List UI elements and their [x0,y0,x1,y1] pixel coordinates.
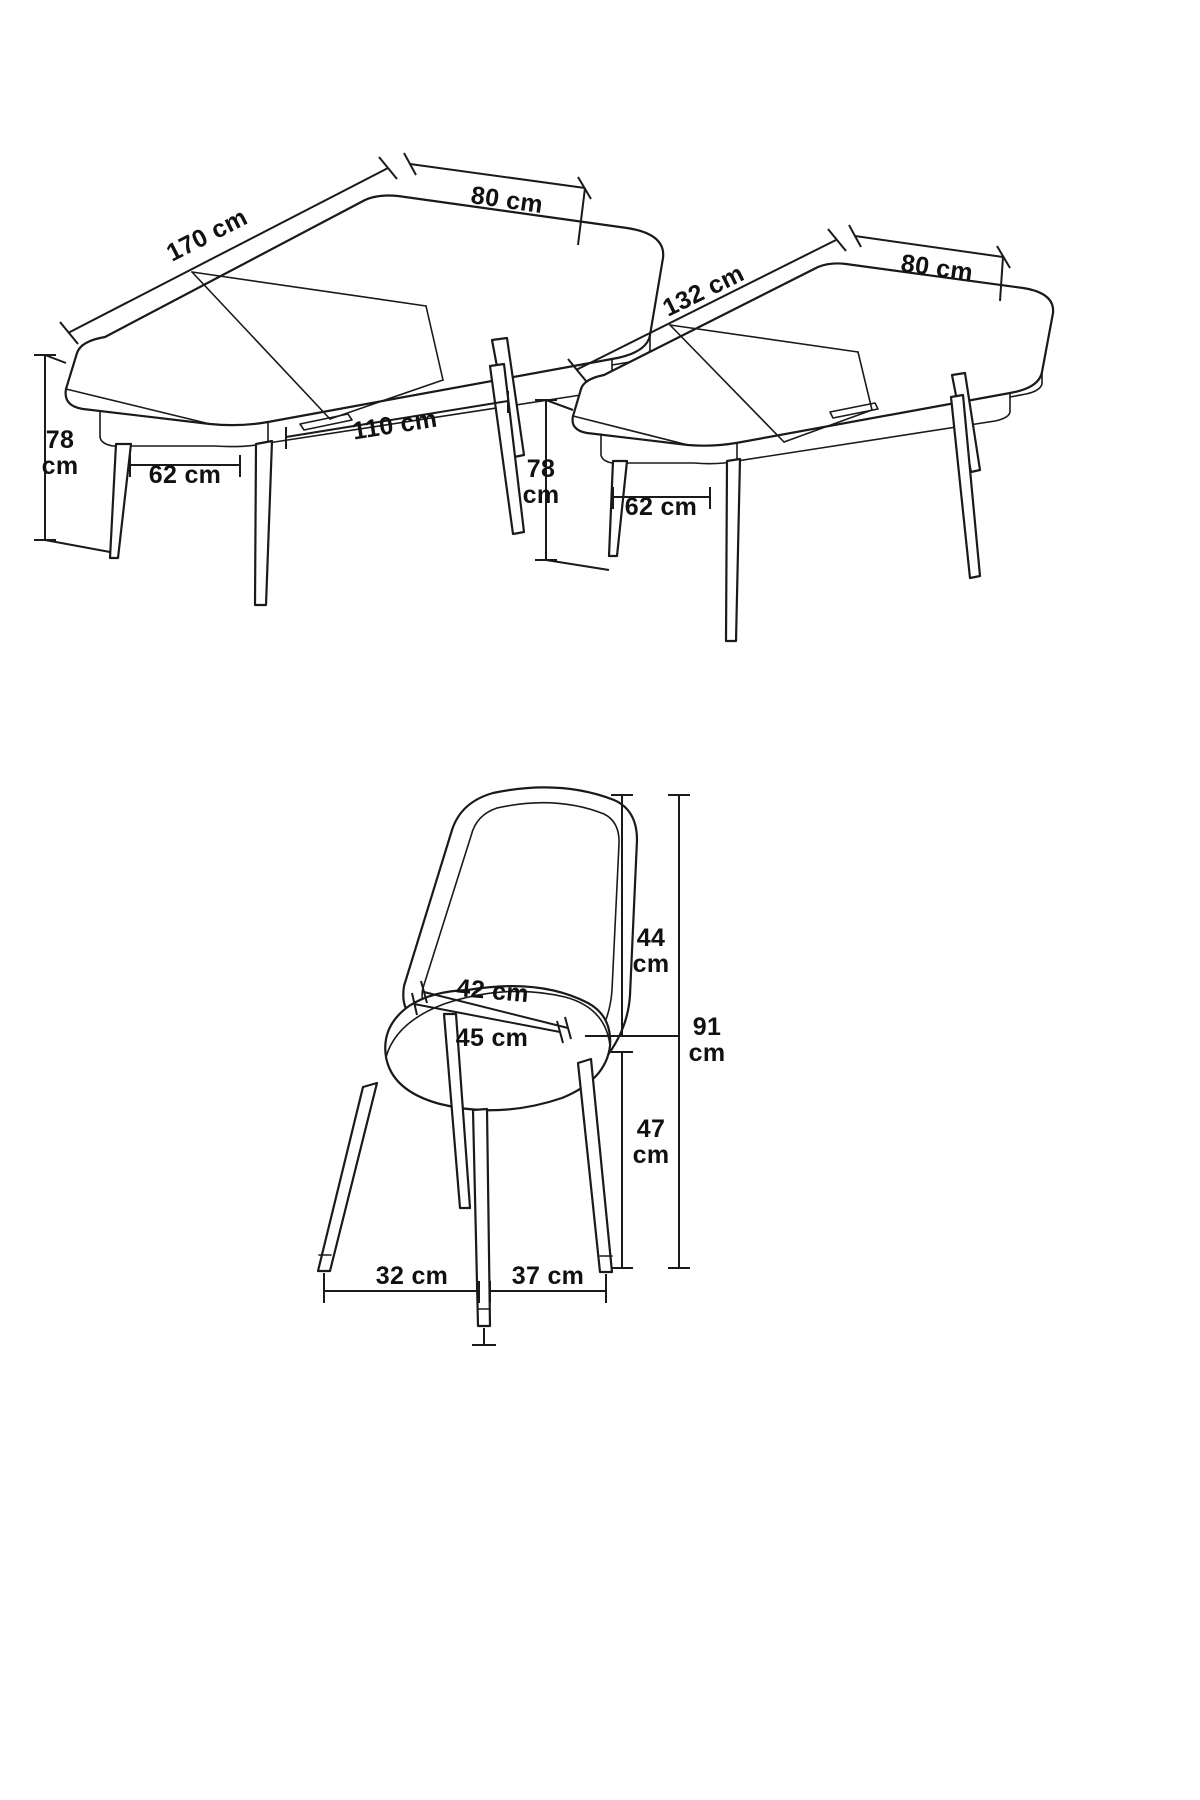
dim-label-45cm: 45 cm [455,1024,529,1052]
dim-chair-leg-span-side [490,1262,606,1303]
dim-table-extended-leg-span [130,455,240,489]
figure-table-extended [34,153,663,605]
dim-label-47cm-line1: 47 [636,1115,666,1143]
dim-label-44cm-line2: cm [632,950,670,978]
dim-label-170cm: 170 cm [162,203,252,268]
chair-leg-front-left [318,1083,377,1271]
dim-chair-total-height [668,795,725,1268]
dim-label-78cm-line2: cm [41,452,79,480]
dim-label-110cm: 110 cm [350,404,440,446]
dim-label-62cm: 62 cm [148,461,222,489]
table-extended-leg-front-right [255,441,272,605]
dim-label-78cm-line1: 78 [45,426,75,454]
dim-label-32cm: 32 cm [375,1262,449,1290]
chair-leg-back-right [578,1059,612,1272]
dim-chair-seat-height [611,1052,669,1268]
dim-label-44cm-line1: 44 [636,924,666,952]
dim-table-closed-leg-span [613,487,710,521]
dim-label-42cm: 42 cm [455,973,530,1009]
dim-label-37cm: 37 cm [511,1262,585,1290]
dim-label-132cm: 132 cm [658,259,749,323]
figure-chair [318,787,725,1345]
dim-chair-leg-span-front [324,1262,479,1303]
dim-label-80cm-closed: 80 cm [899,249,975,288]
dim-label-78cm-closed-line2: cm [522,481,560,509]
table-closed-leg-back-right [951,395,980,578]
dim-label-91cm-line2: cm [688,1039,726,1067]
dim-label-91cm-line1: 91 [692,1013,722,1041]
chair-leg-front-right [473,1109,490,1326]
table-extended-leg-front-left [110,444,131,558]
dim-label-80cm: 80 cm [469,181,545,220]
table-closed-leg-front-right [726,459,740,641]
dim-label-78cm-closed-line1: 78 [526,455,556,483]
dim-label-47cm-line2: cm [632,1141,670,1169]
dim-label-62cm-closed: 62 cm [624,493,698,521]
